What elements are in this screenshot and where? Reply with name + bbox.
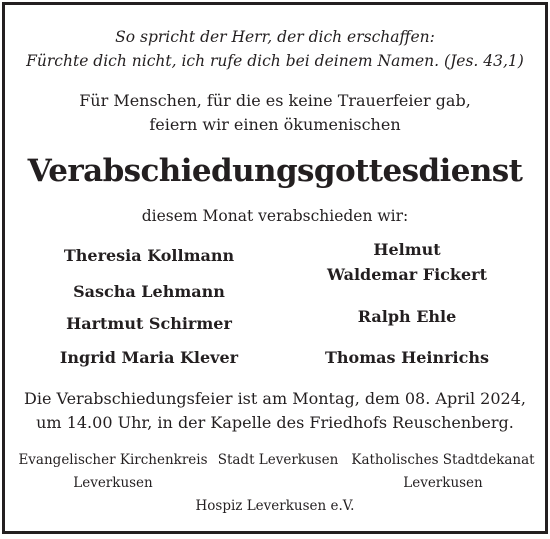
bible-quote-line-2: Fürchte dich nicht, ich rufe dich bei deinem Namen. (Jes. 43,1): [26, 52, 524, 70]
subheadline: diesem Monat verabschieden wir:: [141, 207, 409, 225]
name-left-1: Theresia Kollmann: [63, 246, 235, 265]
organizer-ev-line-2: Leverkusen: [73, 475, 153, 491]
intro-line-1: Für Menschen, für die es keine Trauerfeier gab,: [79, 91, 471, 110]
obituary-notice: [2, 2, 548, 534]
name-left-3: Hartmut Schirmer: [66, 314, 232, 333]
name-right-2: Ralph Ehle: [357, 307, 457, 326]
name-right-1-line-2: Waldemar Fickert: [327, 265, 487, 284]
organizer-ev-line-1: Evangelischer Kirchenkreis: [18, 452, 208, 468]
name-right-3: Thomas Heinrichs: [325, 348, 489, 367]
event-line-2: um 14.00 Uhr, in der Kapelle des Friedhofs Reuschenberg.: [36, 413, 514, 432]
organizer-city: Stadt Leverkusen: [217, 452, 339, 468]
headline: Verabschiedungsgottesdienst: [27, 153, 523, 189]
organizer-kath-line-2: Leverkusen: [403, 475, 483, 491]
organizer-kath-line-1: Katholisches Stadtdekanat: [351, 452, 535, 468]
name-left-4: Ingrid Maria Klever: [59, 348, 239, 367]
event-line-1: Die Verabschiedungsfeier ist am Montag, dem 08. April 2024,: [24, 389, 526, 408]
intro-line-2: feiern wir einen ökumenischen: [149, 115, 401, 134]
name-right-1-line-1: Helmut: [373, 240, 441, 259]
organizer-hospice: Hospiz Leverkusen e.V.: [195, 498, 355, 514]
bible-quote-line-1: So spricht der Herr, der dich erschaffen:: [115, 28, 435, 46]
name-left-2: Sascha Lehmann: [73, 282, 225, 301]
